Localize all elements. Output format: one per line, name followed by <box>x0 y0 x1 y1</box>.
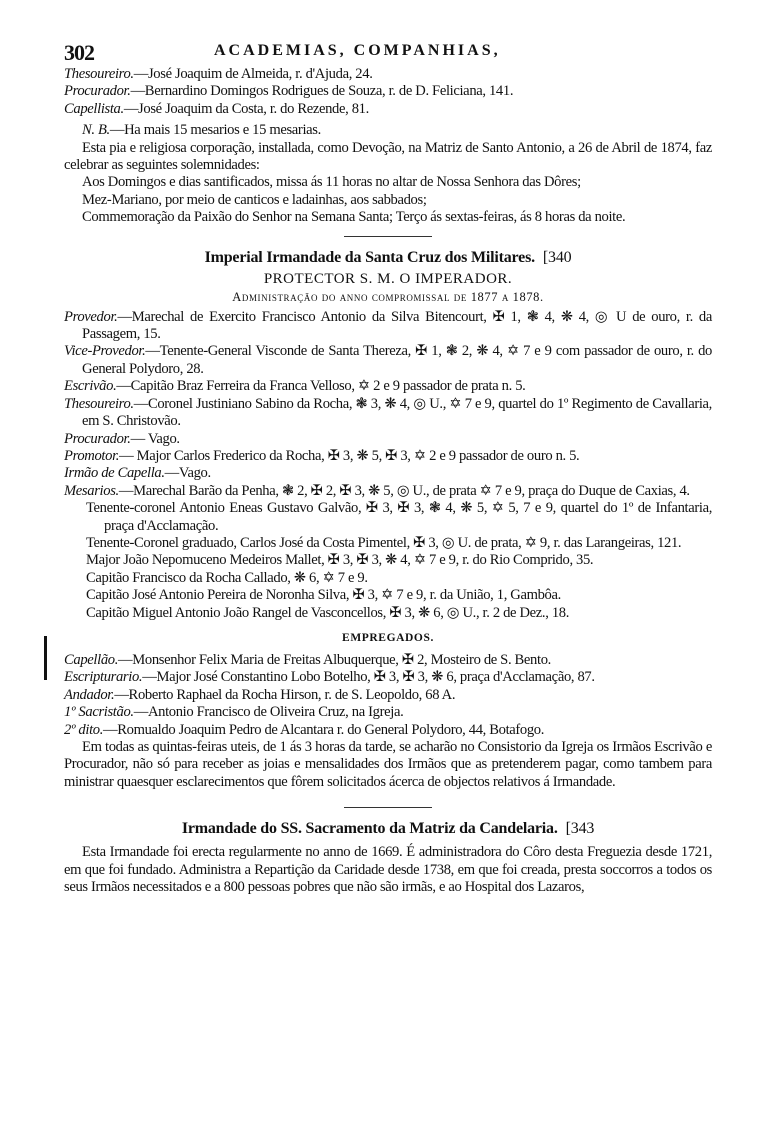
officer-entry <box>64 66 712 83</box>
entry-text: —Marechal Barão da Penha, ❃ 2, ✠ 2, ✠ 3, ❋ 5, ◎ U., de prata ✡ 7 e 9, praça do Duque de Caxias, 4. <box>118 482 690 499</box>
entry-label: Thesoureiro. <box>64 395 134 412</box>
entry-text: —Antonio Francisco de Oliveira Cruz, na Igreja. <box>133 704 404 721</box>
section-divider <box>344 807 432 808</box>
entry-label: Thesoureiro. <box>64 66 134 82</box>
paragraph: Esta pia e religiosa corporação, installada, como Devoção, na Matriz de Santo Antonio, a 26 de Abril de 1874, faz celebrar as seguintes solemnidades: <box>64 139 712 174</box>
section-santa-cruz-militares <box>64 249 712 792</box>
entry-text: —Monsenhor Felix Maria de Freitas Albuquerque, ✠ 2, Mosteiro de S. Bento. <box>118 651 551 668</box>
mesario-entry: Tenente-Coronel graduado, Carlos José da Costa Pimentel, ✠ 3, ◎ U. de prata, ✡ 9, r. das Larangeiras, 121. <box>86 534 682 551</box>
officer-entry <box>64 343 712 378</box>
entry-text: —Major José Constantino Lobo Botelho, ✠ 3, ✠ 3, ❋ 6, praça d'Acclamação, 87. <box>142 669 595 686</box>
entry-label: Escripturario. <box>64 669 143 686</box>
entry-label: Mesarios. <box>64 482 119 499</box>
mesario-entry: Major João Nepomuceno Medeiros Mallet, ✠ 3, ✠ 3, ❋ 4, ✡ 7 e 9, r. do Rio Comprido, 35. <box>86 552 594 569</box>
entry-label: Capellão. <box>64 651 119 668</box>
officer-entry <box>64 378 712 395</box>
mesario-entry: Tenente-coronel Antonio Eneas Gustavo Galvão, ✠ 3, ✠ 3, ❃ 4, ❋ 5, ✡ 5, 7 e 9, quartel do 1º de Infantaria, praça d'Acclamação. <box>86 500 712 534</box>
protector-line: PROTECTOR S. M. O IMPERADOR. <box>263 270 513 287</box>
employee-entry <box>64 722 712 739</box>
entry-label: Escrivão. <box>64 378 117 395</box>
officer-entry <box>64 101 712 118</box>
entry-text: —Roberto Raphael da Rocha Hirson, r. de S. Leopoldo, 68 A. <box>114 686 456 703</box>
section-title <box>64 249 712 267</box>
entry-text: —José Joaquim da Costa, r. do Rezende, 81. <box>123 100 369 117</box>
officer-entry <box>64 465 712 482</box>
entry-text: —José Joaquim de Almeida, r. d'Ajuda, 24. <box>133 66 373 82</box>
reference-number: [340 <box>542 248 572 266</box>
section-previous-brotherhood <box>64 66 712 227</box>
employee-entry <box>64 669 712 686</box>
document-page <box>64 36 712 896</box>
employee-entry <box>64 704 712 721</box>
entry-label: 2º dito. <box>64 721 104 738</box>
entry-text: — Major Carlos Frederico da Rocha, ✠ 3, ❋ 5, ✠ 3, ✡ 2 e 9 passador de ouro n. 5. <box>119 447 580 464</box>
officer-entry <box>64 396 712 431</box>
entry-label: Vice-Provedor. <box>64 343 146 360</box>
entry-text: —Tenente-General Visconde de Santa Thereza, ✠ 1, ❃ 2, ❋ 4, ✡ 7 e 9 com passador de ouro, r. do General Polydoro, 28. <box>82 343 712 377</box>
section-divider <box>344 236 432 237</box>
entry-label: Irmão de Capella. <box>64 465 165 482</box>
paragraph: Esta Irmandade foi erecta regularmente no anno de 1669. É administradora do Côro desta Freguezia desde 1721, em que foi fundado. Administra a Repartição da Caridade desde 1738, em que foi creada, presta soccorros a todos os seus Irmãos necessitados e a 800 pessoas pobres que não são irmãs, e ao Hospital dos Lazaros, <box>64 844 712 896</box>
paragraph: Aos Domingos e dias santificados, missa ás 11 horas no altar de Nossa Senhora das Dôres; <box>82 174 581 191</box>
officer-entry <box>64 83 712 100</box>
margin-mark <box>44 636 47 680</box>
closing-paragraph: Em todas as quintas-feiras uteis, de 1 ás 3 horas da tarde, se acharão no Consistorio da Igreja os Irmãos Escrivão e Procurador, não só para receber as joias e mensalidades dos Irmãos que as pretenderem pagar, como tambem para ministrar quaesquer esclarecimentos que fôrem solicitados ácerca de objectos relativos á Irmandade. <box>64 739 712 790</box>
officer-entry <box>64 309 712 344</box>
officer-entry <box>64 483 712 500</box>
mesario-entry: Capitão Miguel Antonio João Rangel de Vasconcellos, ✠ 3, ❋ 6, ◎ U., r. 2 de Dez., 18. <box>86 604 570 621</box>
page-number: 302 <box>64 40 94 65</box>
section-candelaria <box>64 820 712 896</box>
employees-heading: EMPREGADOS. <box>342 631 434 644</box>
mesario-entry: Capitão Francisco da Rocha Callado, ❋ 6, ✡ 7 e 9. <box>86 569 368 586</box>
employee-entry <box>64 652 712 669</box>
entry-text: —Romualdo Joaquim Pedro de Alcantara r. do General Polydoro, 44, Botafogo. <box>103 721 545 738</box>
paragraph: Commemoração da Paixão do Senhor na Semana Santa; Terço ás sextas-feiras, ás 8 horas da noite. <box>82 209 626 226</box>
page-header <box>64 36 712 66</box>
entry-label: Provedor. <box>64 308 118 325</box>
entry-label: Andador. <box>64 686 115 703</box>
title-text: Irmandade do SS. Sacramento da Matriz da Candelaria. <box>181 820 558 838</box>
entry-text: —Vago. <box>164 465 211 482</box>
entry-label: Procurador. <box>64 430 131 447</box>
section-title <box>64 820 712 838</box>
entry-text: — Vago. <box>130 430 180 447</box>
entry-label: Capellista. <box>64 100 124 117</box>
entry-label: Promotor. <box>64 447 120 464</box>
reference-number: [343 <box>565 820 595 838</box>
administration-line: Administração do anno compromissal de 1877 a 1878. <box>232 289 544 304</box>
nb-text: —Ha mais 15 mesarios e 15 mesarias. <box>109 122 321 139</box>
entry-text: —Capitão Braz Ferreira da Franca Velloso, ✡ 2 e 9 passador de prata n. 5. <box>116 378 526 395</box>
entry-label: 1º Sacristão. <box>64 704 134 721</box>
entry-text: —Bernardino Domingos Rodrigues de Souza, r. de D. Feliciana, 141. <box>130 83 514 100</box>
nota-bene <box>64 122 712 139</box>
mesario-entry: Capitão José Antonio Pereira de Noronha Silva, ✠ 3, ✡ 7 e 9, r. da União, 1, Gambôa. <box>86 587 561 604</box>
running-title: ACADEMIAS, COMPANHIAS, <box>214 42 501 59</box>
entry-text: —Marechal de Exercito Francisco Antonio da Silva Bitencourt, ✠ 1, ❃ 4, ❋ 4, ◎ U de ouro, r. da Passagem, 15. <box>82 308 712 343</box>
title-text: Imperial Irmandade da Santa Cruz dos Militares. <box>204 248 535 266</box>
officer-entry <box>64 448 712 465</box>
officer-entry <box>64 431 712 448</box>
nb-label: N. B. <box>82 122 110 139</box>
entry-label: Procurador. <box>64 83 131 100</box>
entry-text: —Coronel Justiniano Sabino da Rocha, ❃ 3, ❋ 4, ◎ U., ✡ 7 e 9, quartel do 1º Regimento de Cavallaria, em S. Christovão. <box>82 395 712 430</box>
paragraph: Mez-Mariano, por meio de canticos e ladainhas, aos sabbados; <box>82 191 427 208</box>
employee-entry <box>64 687 712 704</box>
